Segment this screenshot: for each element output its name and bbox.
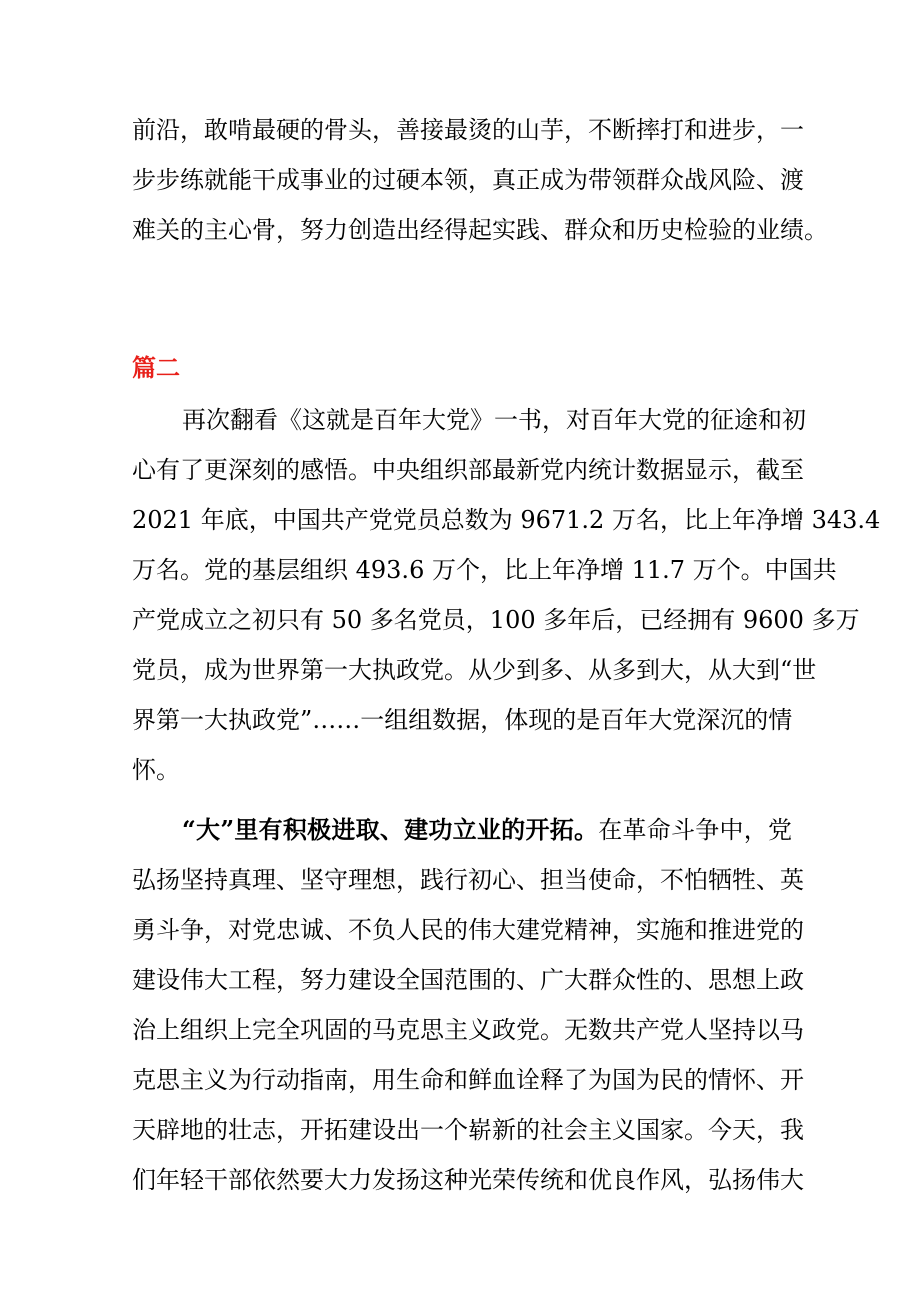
paragraph2-line-8: 们年轻干部依然要大力发扬这种光荣传统和优良作风，弘扬伟大 [132, 1166, 804, 1194]
paragraph1-line-2: 心有了更深刻的感悟。中央组织部最新党内统计数据显示，截至 [132, 456, 804, 484]
paragraph1-line-5: 产党成立之初只有 50 多名党员，100 多年后，已经拥有 9600 多万 [132, 606, 860, 634]
paragraph1-line-6: 党员，成为世界第一大执政党。从少到多、从多到大，从大到“世 [132, 656, 817, 684]
section-heading: 篇二 [132, 353, 180, 382]
paragraph2-line-5: 治上组织上完全巩固的马克思主义政党。无数共产党人坚持以马 [132, 1016, 804, 1044]
paragraph2-line-3: 勇斗争，对党忠诚、不负人民的伟大建党精神，实施和推进党的 [132, 916, 804, 944]
paragraph2-line-2: 弘扬坚持真理、坚守理想，践行初心、担当使命，不怕牺牲、英 [132, 866, 804, 894]
intro-line-2: 步步练就能干成事业的过硬本领，真正成为带领群众战风险、渡 [132, 166, 804, 194]
paragraph1-line-4: 万名。党的基层组织 493.6 万个，比上年净增 11.7 万个。中国共 [132, 556, 837, 584]
paragraph2-line-7: 天辟地的壮志，开拓建设出一个崭新的社会主义国家。今天，我 [132, 1116, 804, 1144]
paragraph2-bold-lead: “大”里有积极进取、建功立业的开拓。 [182, 815, 599, 844]
paragraph1-line-1: 再次翻看《这就是百年大党》一书，对百年大党的征途和初 [182, 406, 806, 434]
paragraph2-line-6: 克思主义为行动指南，用生命和鲜血诠释了为国为民的情怀、开 [132, 1066, 804, 1094]
intro-line-3: 难关的主心骨，努力创造出经得起实践、群众和历史检验的业绩。 [132, 216, 828, 244]
paragraph2-line-1-rest: 在革命斗争中，党 [598, 816, 793, 844]
paragraph2-line-1 [182, 805, 792, 855]
paragraph1-line-7: 界第一大执政党”……一组组数据，体现的是百年大党深沉的情 [132, 706, 793, 734]
paragraph1-line-8: 怀。 [132, 756, 180, 784]
paragraph2-line-4: 建设伟大工程，努力建设全国范围的、广大群众性的、思想上政 [132, 966, 804, 994]
intro-line-1: 前沿，敢啃最硬的骨头，善接最烫的山芋，不断摔打和进步，一 [132, 116, 804, 144]
paragraph1-line-3: 2021 年底，中国共产党党员总数为 9671.2 万名，比上年净增 343.4 [132, 506, 881, 534]
